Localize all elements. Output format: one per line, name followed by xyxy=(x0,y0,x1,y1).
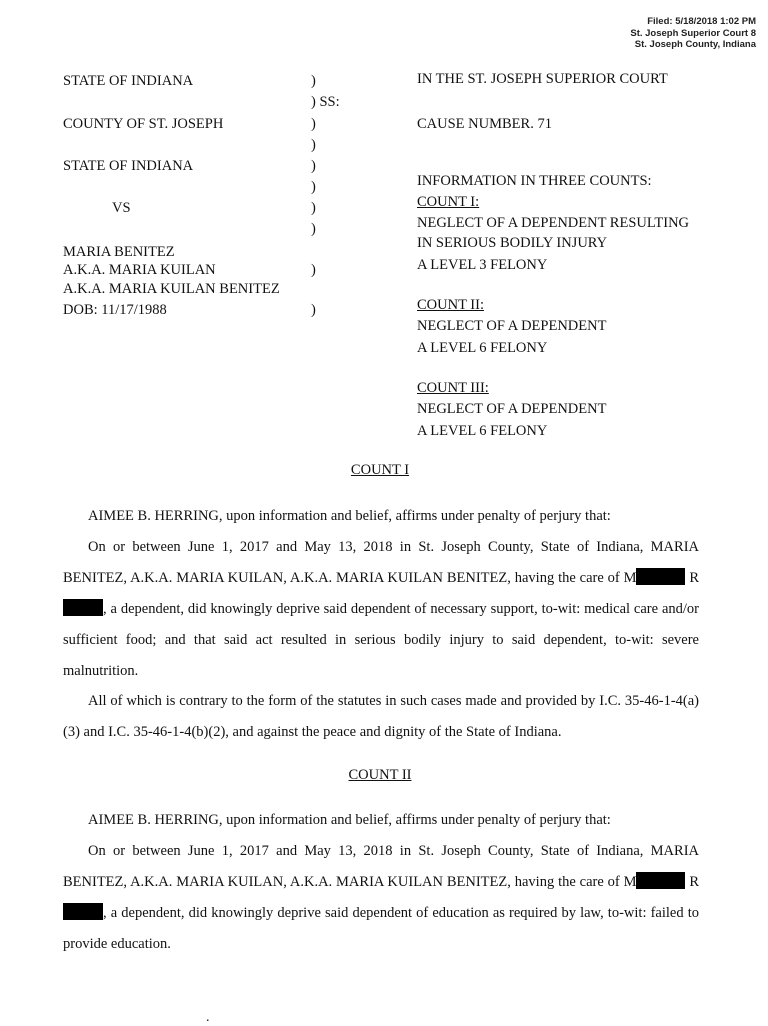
count-2-text: , a dependent, did knowingly deprive said dependent of education as required by law, to-wit: failed to provide education. xyxy=(63,905,699,952)
caption-paren: ) xyxy=(311,302,316,318)
redaction-box xyxy=(636,872,685,889)
redaction-box xyxy=(63,903,103,920)
caption-count-1-desc: NEGLECT OF A DEPENDENT RESULTING xyxy=(417,215,690,231)
caption-count-1-level: A LEVEL 3 FELONY xyxy=(417,257,548,273)
count-1-affirmation: AIMEE B. HERRING, upon information and belief, affirms under penalty of perjury that: xyxy=(88,508,611,524)
caption-count-2-level: A LEVEL 6 FELONY xyxy=(417,340,548,356)
caption-plaintiff: STATE OF INDIANA xyxy=(63,158,194,174)
caption-paren: ) xyxy=(311,200,316,216)
footer-mark: . xyxy=(206,1010,210,1025)
caption-count-2-label: COUNT II: xyxy=(417,297,484,313)
caption-state: STATE OF INDIANA xyxy=(63,73,194,89)
count-2-heading: COUNT II xyxy=(348,767,412,783)
count-2-text: R xyxy=(689,874,699,890)
caption-dob: DOB: 11/17/1988 xyxy=(63,302,167,318)
caption-county: COUNTY OF ST. JOSEPH xyxy=(63,116,224,132)
caption-cause-number: CAUSE NUMBER. 71 xyxy=(417,116,552,132)
case-caption xyxy=(0,0,768,450)
caption-paren: ) xyxy=(311,221,316,237)
caption-count-2-desc: NEGLECT OF A DEPENDENT xyxy=(417,318,607,334)
caption-aka-1: A.K.A. MARIA KUILAN xyxy=(63,262,216,278)
caption-paren: ) xyxy=(311,158,316,174)
caption-count-1-desc: IN SERIOUS BODILY INJURY xyxy=(417,235,608,251)
count-1-text: On or between June 1, 2017 and May 13, 2018 in St. Joseph County, State of Indiana, MARIA BENITEZ, A.K.A. MARIA KUILAN, A.K.A. MARIA KUILAN BENITEZ, having the care of M xyxy=(63,539,699,586)
caption-count-3-level: A LEVEL 6 FELONY xyxy=(417,423,548,439)
count-2-affirmation: AIMEE B. HERRING, upon information and belief, affirms under penalty of perjury that: xyxy=(88,812,611,828)
caption-count-3-desc: NEGLECT OF A DEPENDENT xyxy=(417,401,607,417)
count-1-heading: COUNT I xyxy=(350,462,410,478)
filing-stamp-county: St. Joseph County, Indiana xyxy=(634,39,756,50)
caption-aka-2: A.K.A. MARIA KUILAN BENITEZ xyxy=(63,281,280,297)
caption-information: INFORMATION IN THREE COUNTS: xyxy=(417,173,652,189)
count-2-text: On or between June 1, 2017 and May 13, 2018 in St. Joseph County, State of Indiana, MARIA BENITEZ, A.K.A. MARIA KUILAN, A.K.A. MARIA KUILAN BENITEZ, having the care of M xyxy=(63,843,699,890)
redaction-box xyxy=(63,599,103,616)
caption-defendant: MARIA BENITEZ xyxy=(63,244,175,260)
count-1-paragraph-1 xyxy=(63,532,699,687)
filing-stamp-court: St. Joseph Superior Court 8 xyxy=(630,27,756,39)
filing-stamp-date: Filed: 5/18/2018 1:02 PM xyxy=(647,16,756,27)
caption-count-1-label: COUNT I: xyxy=(417,194,480,210)
redaction-box xyxy=(636,568,685,585)
count-1-paragraph-2: All of which is contrary to the form of the statutes in such cases made and provided by I.C. 35-46-1-4(a)(3) and I.C. 35-46-1-4(b)(2), and against the peace and dignity of the State of Indiana. xyxy=(63,693,699,740)
caption-count-3-label: COUNT III: xyxy=(417,380,489,396)
caption-paren: ) xyxy=(311,179,316,195)
caption-vs: VS xyxy=(112,200,131,216)
caption-ss: ) SS: xyxy=(311,94,340,110)
caption-paren: ) xyxy=(311,137,316,153)
count-2-paragraph-1 xyxy=(63,836,699,960)
caption-paren: ) xyxy=(311,116,316,132)
caption-paren: ) xyxy=(311,262,316,278)
count-1-text: , a dependent, did knowingly deprive said dependent of necessary support, to-wit: medical care and/or sufficient food; and that said act resulted in serious bodily injury to said dependent, to-wit: severe malnutrition. xyxy=(63,601,699,679)
count-1-text: R xyxy=(689,570,699,586)
caption-court: IN THE ST. JOSEPH SUPERIOR COURT xyxy=(417,71,668,87)
caption-paren: ) xyxy=(311,73,316,89)
